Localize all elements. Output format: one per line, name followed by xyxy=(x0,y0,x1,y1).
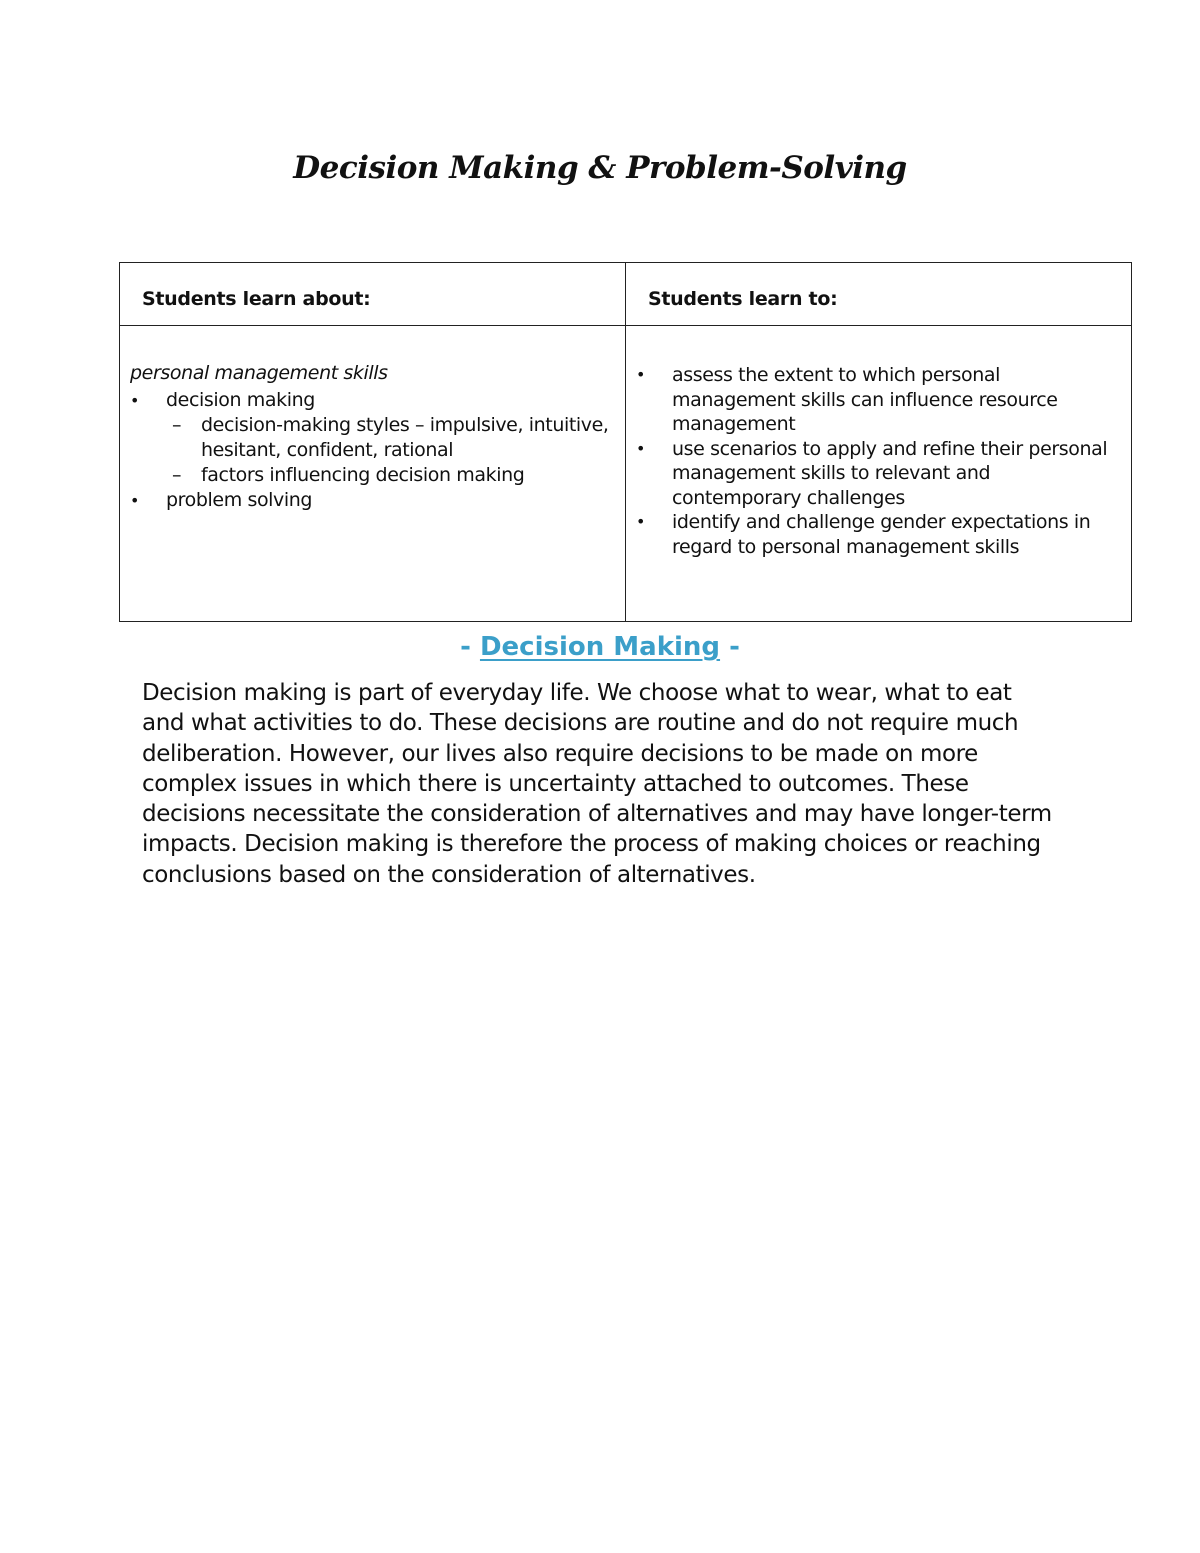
sub-list-item: – decision-making styles – impulsive, intuitive, hesitant, confident, rational xyxy=(166,413,619,463)
heading-suffix: - xyxy=(720,632,740,662)
learn-to-list xyxy=(636,363,1121,559)
learn-to-cell xyxy=(626,326,1132,622)
section-heading xyxy=(0,632,1200,662)
header-learn-about: Students learn about: xyxy=(142,288,371,310)
syllabus-table xyxy=(119,262,1132,622)
list-item-label: decision making xyxy=(166,389,315,411)
list-item xyxy=(130,388,619,488)
table-body-row xyxy=(120,326,1132,622)
decision-making-link[interactable]: Decision Making xyxy=(479,632,721,662)
header-cell-learn-about xyxy=(120,263,626,326)
learn-about-list xyxy=(130,388,619,513)
table-header-row xyxy=(120,263,1132,326)
learn-about-cell xyxy=(120,326,626,622)
list-item-label: problem solving xyxy=(166,489,313,511)
topic-heading: personal management skills xyxy=(130,362,388,384)
sub-list xyxy=(166,413,619,488)
intro-paragraph: Decision making is part of everyday life. We choose what to wear, what to eat and what activities to do. These decisions are routine and do not require much deliberation. However, our lives also require decisions to be made on more complex issues in which there is uncertainty attached to outcomes. These decisions necessitate the consideration of alternatives and may have longer-term impacts. Decision making is therefore the process of making choices or reaching conclusions based on the consideration of alternatives. xyxy=(142,680,1052,888)
sub-list-item: – factors influencing decision making xyxy=(166,463,619,488)
header-learn-to: Students learn to: xyxy=(648,288,838,310)
list-item: • identify and challenge gender expectations in regard to personal management skills xyxy=(636,510,1121,559)
header-cell-learn-to xyxy=(626,263,1132,326)
heading-prefix: - xyxy=(460,632,480,662)
list-item: • assess the extent to which personal management skills can influence resource management xyxy=(636,363,1121,437)
list-item xyxy=(130,488,619,513)
list-item: • use scenarios to apply and refine their personal management skills to relevant and contemporary challenges xyxy=(636,437,1121,511)
page-title: Decision Making & Problem-Solving xyxy=(293,150,907,186)
